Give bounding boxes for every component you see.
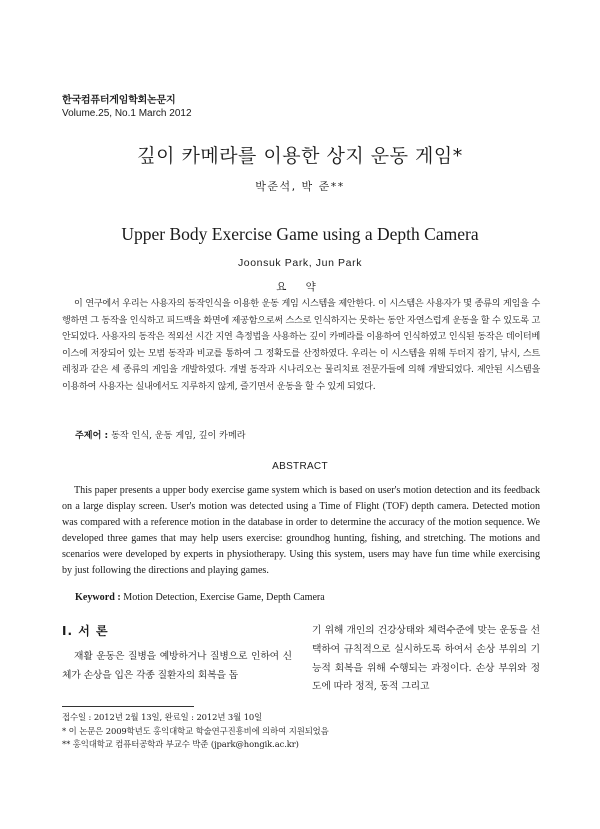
abstract-english-body: This paper presents a upper body exercise game system which is based on user's motion detection and its feedback on a large display screen. User's motion was detected using a Time of Flight (TOF) depth camera. Detected motion was compared with a reference motion in the database in order to determine the accuracy of the motion sequence. We developed three games that may help users exercise: groundhog hunting, fishing, and stretching. The motions and scenarios were developed by experts in physiotherapy. Using this system, users may have fun time while exercising by just following the directions and playing games. (62, 485, 540, 577)
section-heading-introduction: Ⅰ. 서 론 (62, 624, 109, 638)
paper-title-korean: 깊이 카메라를 이용한 상지 운동 게임* (137, 145, 463, 167)
keywords-english (75, 592, 325, 603)
body-column-right (312, 622, 540, 697)
authors-english: Joonsuk Park, Jun Park (237, 257, 363, 269)
keywords-korean-label: 주제어 : (75, 431, 109, 441)
keywords-english-list: Motion Detection, Exercise Game, Depth Camera (123, 592, 325, 603)
paper-title-english: Upper Body Exercise Game using a Depth Camera (121, 224, 479, 244)
body-text-right: 기 위해 개인의 건강상태와 체력수준에 맞는 운동을 선택하여 규칙적으로 실시하도록 하여서 손상 부위의 기능적 회복을 위해 수행되는 과정이다. 손상 부위와 정도에 따라 정적, 동적 그리고 (312, 625, 540, 693)
journal-header (62, 94, 192, 120)
keywords-english-label: Keyword : (75, 592, 121, 603)
body-column-left (62, 622, 292, 685)
abstract-korean-heading: 요 약 (276, 281, 324, 293)
journal-volume: Volume.25, No.1 March 2012 (62, 108, 192, 119)
keywords-korean-list: 동작 인식, 운동 게임, 깊이 카메라 (111, 431, 246, 441)
footnote-divider (62, 706, 194, 707)
abstract-korean-body: 이 연구에서 우리는 사용자의 동작인식을 이용한 운동 게임 시스템을 제안한다. 이 시스템은 사용자가 몇 종류의 게임을 수행하면 그 동작을 인식하고 피드백을 화면에 제공함으로써 스스로 인식하지는 못하는 동안 자연스럽게 운동을 할 수 있도록 고안되었다. 사용자의 동작은 적외선 시간 지연 측정법을 사용하는 깊이 카메라를 이용하여 인식하였고 인식된 동작은 데이터베이스에 저장되어 있는 모범 동작과 비교를 통하여 그 정확도를 산정하였다. 우리는 이 시스템을 위해 두더지 잡기, 낚시, 스트레칭과 같은 세 종류의 게임을 개발하였다. 개별 동작과 시나리오는 물리치료 전문가들에 의해 개발되었다. 제안된 시스템을 이용하여 사용자는 실내에서도 지루하지 않게, 즐기면서 운동을 할 수 있게 되었다. (62, 299, 540, 392)
abstract-english-heading: ABSTRACT (272, 461, 328, 472)
footnote-funding: * 이 논문은 2009학년도 홍익대학교 학술연구진흥비에 의하여 지원되었음 (62, 725, 329, 736)
authors-korean: 박준석, 박 준** (255, 180, 345, 193)
journal-name: 한국컴퓨터게임학회논문지 (62, 95, 176, 106)
footnote-dates: 접수일 : 2012년 2월 13일, 완료일 : 2012년 3월 10일 (62, 712, 263, 722)
body-text-left: 재활 운동은 질병을 예방하거나 질병으로 인하여 신체가 손상을 입은 각종 질환자의 회복을 돕 (62, 651, 292, 681)
footnote-author: ** 홍익대학교 컴퓨터공학과 부교수 박준 (jpark@hongik.ac.kr) (62, 739, 299, 749)
keywords-korean (75, 428, 246, 441)
footnotes (62, 711, 329, 752)
